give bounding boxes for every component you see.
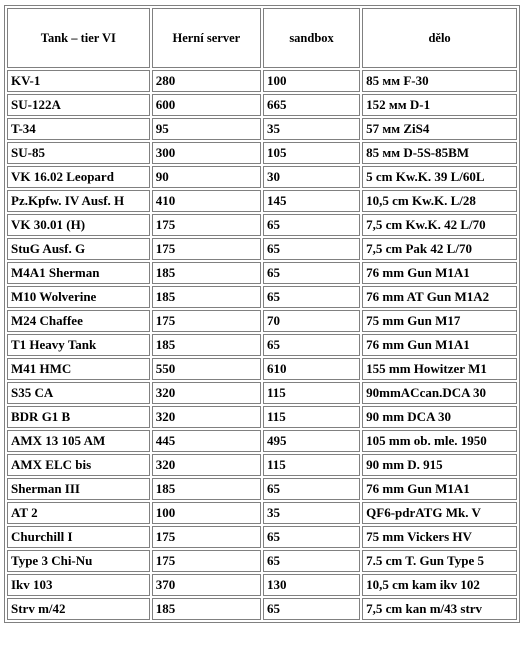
cell-tank: VK 30.01 (H) xyxy=(7,214,150,236)
cell-tank: M10 Wolverine xyxy=(7,286,150,308)
cell-gun: QF6-pdrATG Mk. V xyxy=(362,502,517,524)
table-row xyxy=(7,358,517,380)
cell-gun: 85 мм F-30 xyxy=(362,70,517,92)
cell-tank: AT 2 xyxy=(7,502,150,524)
header-gun: dělo xyxy=(362,8,517,68)
tank-table xyxy=(4,5,520,623)
table-row xyxy=(7,286,517,308)
table-row xyxy=(7,598,517,620)
cell-gun: 105 mm ob. mle. 1950 xyxy=(362,430,517,452)
cell-gun: 7,5 cm Pak 42 L/70 xyxy=(362,238,517,260)
cell-server: 175 xyxy=(152,214,261,236)
table-row xyxy=(7,502,517,524)
cell-gun: 85 мм D-5S-85BM xyxy=(362,142,517,164)
cell-sandbox: 665 xyxy=(263,94,360,116)
cell-server: 90 xyxy=(152,166,261,188)
cell-server: 185 xyxy=(152,598,261,620)
cell-sandbox: 65 xyxy=(263,478,360,500)
table-row xyxy=(7,166,517,188)
cell-sandbox: 610 xyxy=(263,358,360,380)
cell-tank: Type 3 Chi-Nu xyxy=(7,550,150,572)
cell-tank: Pz.Kpfw. IV Ausf. H xyxy=(7,190,150,212)
cell-gun: 90mmACcan.DCA 30 xyxy=(362,382,517,404)
cell-tank: M4A1 Sherman xyxy=(7,262,150,284)
cell-gun: 152 мм D-1 xyxy=(362,94,517,116)
cell-server: 100 xyxy=(152,502,261,524)
cell-server: 410 xyxy=(152,190,261,212)
cell-sandbox: 130 xyxy=(263,574,360,596)
cell-server: 280 xyxy=(152,70,261,92)
cell-sandbox: 35 xyxy=(263,118,360,140)
cell-tank: AMX ELC bis xyxy=(7,454,150,476)
table-row xyxy=(7,430,517,452)
cell-sandbox: 65 xyxy=(263,526,360,548)
header-row xyxy=(7,8,517,68)
table-row xyxy=(7,478,517,500)
cell-sandbox: 65 xyxy=(263,238,360,260)
table-row xyxy=(7,70,517,92)
cell-tank: T-34 xyxy=(7,118,150,140)
cell-gun: 7,5 cm kan m/43 strv xyxy=(362,598,517,620)
cell-tank: VK 16.02 Leopard xyxy=(7,166,150,188)
cell-tank: AMX 13 105 AM xyxy=(7,430,150,452)
cell-server: 185 xyxy=(152,262,261,284)
cell-tank: Sherman III xyxy=(7,478,150,500)
table-row xyxy=(7,526,517,548)
table-row xyxy=(7,214,517,236)
cell-gun: 155 mm Howitzer M1 xyxy=(362,358,517,380)
cell-server: 300 xyxy=(152,142,261,164)
table-row xyxy=(7,550,517,572)
cell-server: 370 xyxy=(152,574,261,596)
cell-gun: 7,5 cm Kw.K. 42 L/70 xyxy=(362,214,517,236)
table-row xyxy=(7,142,517,164)
cell-gun: 76 mm Gun M1A1 xyxy=(362,262,517,284)
cell-tank: BDR G1 B xyxy=(7,406,150,428)
cell-gun: 76 mm AT Gun M1A2 xyxy=(362,286,517,308)
cell-server: 320 xyxy=(152,406,261,428)
cell-gun: 75 mm Gun M17 xyxy=(362,310,517,332)
cell-server: 175 xyxy=(152,310,261,332)
cell-server: 445 xyxy=(152,430,261,452)
cell-gun: 5 cm Kw.K. 39 L/60L xyxy=(362,166,517,188)
table-row xyxy=(7,454,517,476)
cell-tank: StuG Ausf. G xyxy=(7,238,150,260)
cell-sandbox: 70 xyxy=(263,310,360,332)
cell-sandbox: 495 xyxy=(263,430,360,452)
table-row xyxy=(7,94,517,116)
table-row xyxy=(7,190,517,212)
table-row xyxy=(7,310,517,332)
cell-gun: 75 mm Vickers HV xyxy=(362,526,517,548)
header-sandbox: sandbox xyxy=(263,8,360,68)
cell-sandbox: 100 xyxy=(263,70,360,92)
cell-gun: 76 mm Gun M1A1 xyxy=(362,334,517,356)
cell-gun: 10,5 cm Kw.K. L/28 xyxy=(362,190,517,212)
cell-server: 175 xyxy=(152,550,261,572)
cell-server: 95 xyxy=(152,118,261,140)
cell-server: 320 xyxy=(152,454,261,476)
header-server: Herní server xyxy=(152,8,261,68)
table-row xyxy=(7,334,517,356)
cell-sandbox: 30 xyxy=(263,166,360,188)
table-row xyxy=(7,574,517,596)
cell-sandbox: 115 xyxy=(263,406,360,428)
cell-server: 185 xyxy=(152,478,261,500)
cell-tank: SU-85 xyxy=(7,142,150,164)
cell-tank: M41 HMC xyxy=(7,358,150,380)
cell-tank: SU-122A xyxy=(7,94,150,116)
table-row xyxy=(7,406,517,428)
cell-sandbox: 35 xyxy=(263,502,360,524)
cell-tank: Churchill I xyxy=(7,526,150,548)
cell-server: 320 xyxy=(152,382,261,404)
cell-tank: Ikv 103 xyxy=(7,574,150,596)
cell-server: 175 xyxy=(152,526,261,548)
cell-server: 550 xyxy=(152,358,261,380)
table-row xyxy=(7,382,517,404)
header-tank: Tank – tier VI xyxy=(7,8,150,68)
tank-table-container xyxy=(4,5,520,623)
cell-sandbox: 65 xyxy=(263,598,360,620)
table-row xyxy=(7,118,517,140)
cell-tank: T1 Heavy Tank xyxy=(7,334,150,356)
cell-sandbox: 65 xyxy=(263,550,360,572)
cell-sandbox: 145 xyxy=(263,190,360,212)
table-row xyxy=(7,262,517,284)
cell-sandbox: 115 xyxy=(263,382,360,404)
cell-tank: M24 Chaffee xyxy=(7,310,150,332)
cell-sandbox: 65 xyxy=(263,334,360,356)
cell-gun: 7.5 cm T. Gun Type 5 xyxy=(362,550,517,572)
cell-sandbox: 65 xyxy=(263,214,360,236)
cell-gun: 10,5 cm kam ikv 102 xyxy=(362,574,517,596)
cell-server: 175 xyxy=(152,238,261,260)
cell-sandbox: 105 xyxy=(263,142,360,164)
cell-server: 600 xyxy=(152,94,261,116)
cell-gun: 90 mm DCA 30 xyxy=(362,406,517,428)
cell-tank: KV-1 xyxy=(7,70,150,92)
cell-sandbox: 65 xyxy=(263,262,360,284)
cell-sandbox: 115 xyxy=(263,454,360,476)
cell-server: 185 xyxy=(152,334,261,356)
cell-gun: 76 mm Gun M1A1 xyxy=(362,478,517,500)
cell-gun: 57 мм ZiS4 xyxy=(362,118,517,140)
cell-sandbox: 65 xyxy=(263,286,360,308)
cell-gun: 90 mm D. 915 xyxy=(362,454,517,476)
table-row xyxy=(7,238,517,260)
cell-tank: S35 CA xyxy=(7,382,150,404)
cell-tank: Strv m/42 xyxy=(7,598,150,620)
cell-server: 185 xyxy=(152,286,261,308)
table-body xyxy=(7,70,517,620)
